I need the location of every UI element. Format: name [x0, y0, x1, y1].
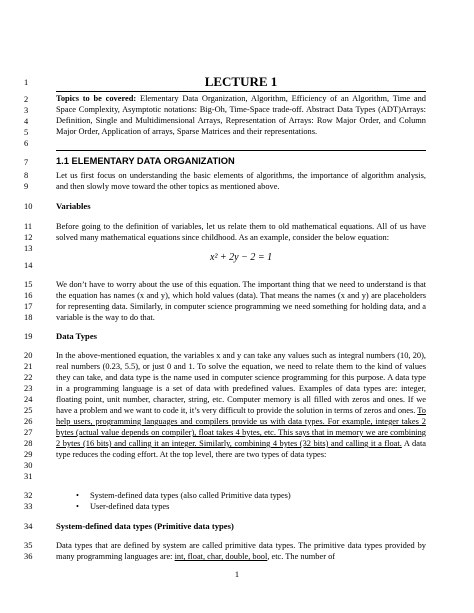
divider — [56, 91, 426, 92]
topics-box — [56, 93, 426, 137]
line-number: 5 — [24, 128, 29, 137]
bullet-icon: • — [76, 491, 79, 500]
line-number: 25 — [24, 406, 33, 415]
line-number: 33 — [24, 502, 33, 511]
line-number: 13 — [24, 244, 33, 253]
paragraph-text: Data types that are defined by system are called primitive data types. The primitive data types provided by many programming languages are: — [56, 541, 426, 561]
line-number: 18 — [24, 313, 33, 322]
line-number: 17 — [24, 302, 33, 311]
paragraph — [56, 350, 426, 460]
page-number: 1 — [234, 570, 240, 579]
divider — [56, 150, 426, 151]
line-number: 9 — [24, 182, 29, 191]
underlined-text: To help users, programming languages and compilers provide us with data types. For example, integer takes 2 bytes (actual value depends on compiler), float takes 4 bytes, etc. This says that in memory we are combining 2 bytes (16 bits) and calling it an integer. Similarly, combining 4 bytes (32 bits) and calling it a float. — [56, 406, 426, 448]
list-item — [76, 501, 170, 512]
line-number: 6 — [24, 139, 29, 148]
line-number: 7 — [24, 158, 29, 167]
paragraph: Before going to the definition of variables, let us relate them to old mathematical equations. All of us have solved many mathematical equations since childhood. As an example, consider the below equation: — [56, 222, 426, 242]
line-number: 12 — [24, 233, 33, 242]
line-number: 26 — [24, 417, 33, 426]
line-number: 27 — [24, 428, 33, 437]
list-item — [76, 490, 291, 501]
line-number: 23 — [24, 384, 33, 393]
subsection-heading: System-defined data types (Primitive data types) — [56, 521, 234, 531]
line-number: 4 — [24, 117, 29, 126]
line-number: 24 — [24, 395, 33, 404]
line-number: 10 — [24, 202, 33, 211]
subsection-heading: Variables — [56, 201, 91, 211]
line-number: 2 — [24, 95, 29, 104]
line-number: 11 — [24, 222, 33, 231]
line-number: 3 — [24, 106, 29, 115]
line-number: 1 — [24, 78, 29, 87]
section-heading: 1.1 ELEMENTARY DATA ORGANIZATION — [56, 156, 235, 166]
bullet-icon: • — [76, 502, 79, 511]
line-number: 30 — [24, 461, 33, 470]
paragraph-text: A data type reduces the coding effort. At the top level, there are two types of data types: — [56, 439, 426, 459]
line-number: 22 — [24, 373, 33, 382]
line-number: 15 — [24, 280, 33, 289]
equation: x² + 2y − 2 = 1 — [210, 252, 273, 263]
topics-text: Elementary Data Organization, Algorithm, Efficiency of an Algorithm, Time and Space Complexity, Asymptotic notations: Big-Oh, Time-Space trade-off. Abstract Data Types (ADT)Arrays: Definition, Single and Multidimensional Arrays, Representation of Arrays: Row Major Order, and Column Major Order, Application of arrays, Sparse Matrices and their representations. — [56, 94, 426, 136]
list-item-text: User-defined data types — [90, 502, 170, 511]
line-number: 36 — [24, 552, 33, 561]
line-number: 34 — [24, 522, 33, 531]
paragraph — [56, 540, 426, 562]
paragraph: Let us first focus on understanding the basic elements of algorithms, the importance of algorithm analysis, and then slowly move toward the other topics as mentioned above. — [56, 171, 426, 191]
line-number: 35 — [24, 541, 33, 550]
underlined-text: int, float, char, double, bool — [174, 552, 268, 561]
line-number: 29 — [24, 450, 33, 459]
line-number: 8 — [24, 171, 29, 180]
line-number: 32 — [24, 491, 33, 500]
line-number: 20 — [24, 351, 33, 360]
paragraph: We don’t have to worry about the use of this equation. The important thing that we need to understand is that the equation has names (x and y), which hold values (data). That means the names (x and y) are placeholders for representing data. Similarly, in computer science programming we need something for holding data, and a variable is the way to do that. — [56, 280, 426, 322]
subsection-heading: Data Types — [56, 331, 97, 341]
list-item-text: System-defined data types (also called Primitive data types) — [90, 491, 291, 500]
line-number: 21 — [24, 362, 33, 371]
line-number: 31 — [24, 472, 33, 481]
paragraph-text: In the above-mentioned equation, the variables x and y can take any values such as integral numbers (10, 20), real numbers (0.23, 5.5), or just 0 and 1. To solve the equation, we need to relate them to the kind of values they can take, and data type is the name used in computer science programming for this purpose. A data type in a programming language is a set of data with predefined values. Examples of data types are: integer, floating point, unit number, character, string, etc. Computer memory is all filled with zeros and ones. If we have a problem and we want to code it, it’s very difficult to provide the solution in terms of zeros and ones. — [56, 351, 426, 415]
line-number: 19 — [24, 332, 33, 341]
line-number: 16 — [24, 291, 33, 300]
topics-label: Topics to be covered: — [56, 94, 137, 103]
paragraph-text: , etc. The number of — [267, 552, 336, 561]
page-title: LECTURE 1 — [204, 74, 278, 89]
line-number: 28 — [24, 439, 33, 448]
line-number: 14 — [24, 261, 33, 270]
